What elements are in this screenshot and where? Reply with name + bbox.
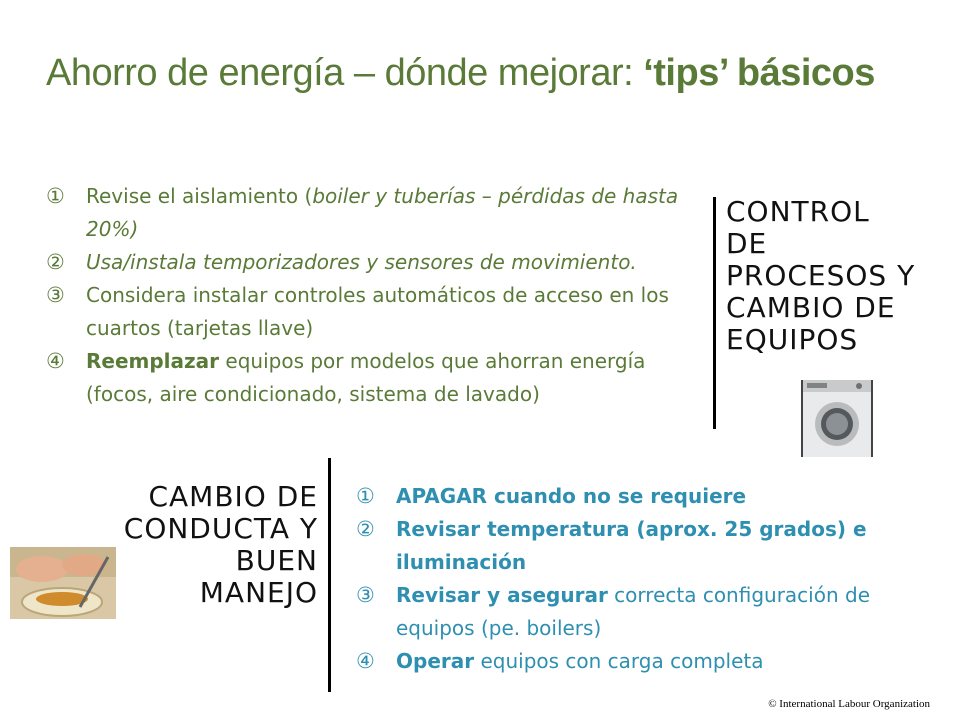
heading-line: CONTROL <box>726 195 870 228</box>
heading-line: CAMBIO DE <box>726 291 896 324</box>
item-number: ② <box>356 517 375 541</box>
heading-line: CONDUCTA Y <box>123 512 318 545</box>
list-item <box>356 480 936 513</box>
list-item <box>46 279 696 345</box>
item-text: Revise el aislamiento ( <box>86 184 313 208</box>
heading-line: CAMBIO DE <box>148 480 318 513</box>
item-number: ② <box>46 250 65 274</box>
heading-line: BUEN <box>235 544 318 577</box>
item-bold-text: Revisar temperatura (aprox. 25 grados) e iluminación <box>396 517 867 574</box>
item-bold-text: APAGAR cuando no se requiere <box>396 484 747 508</box>
list-item <box>356 513 936 579</box>
title-normal: Ahorro de energía – dónde mejorar: <box>46 52 644 94</box>
copyright-text: © International Labour Organization <box>768 698 930 710</box>
item-text: equipos con carga completa <box>474 649 764 673</box>
heading-control-procesos <box>726 196 956 356</box>
item-italic-text: Usa/instala temporizadores y sensores de movimiento. <box>86 250 637 274</box>
slide-title <box>46 52 926 95</box>
washing-machine-icon <box>801 380 873 457</box>
list-item <box>46 180 696 246</box>
cooking-hands-photo <box>10 547 116 619</box>
list-item <box>46 246 696 279</box>
list-item <box>356 579 936 645</box>
item-number: ④ <box>46 349 65 373</box>
item-italic-text: boiler y tuberías – pérdidas de hasta 20%) <box>86 184 679 241</box>
item-number: ④ <box>356 649 375 673</box>
item-bold-text: Operar <box>396 649 475 673</box>
heading-line: EQUIPOS <box>726 323 859 356</box>
heading-line: MANEJO <box>199 576 318 609</box>
list-item <box>46 345 696 411</box>
bottom-tips-list <box>356 480 936 678</box>
heading-line: PROCESOS Y <box>726 259 916 292</box>
item-number: ③ <box>46 283 65 307</box>
item-text: correcta configuración de equipos (pe. boilers) <box>396 583 871 640</box>
heading-line: DE <box>726 227 768 260</box>
item-bold-text: Revisar y asegurar <box>396 583 608 607</box>
item-text: Considera instalar controles automáticos de acceso en los cuartos (tarjetas llave) <box>86 283 669 340</box>
item-bold-text: Reemplazar <box>86 349 220 373</box>
top-tips-list <box>46 180 696 411</box>
item-text: equipos por modelos que ahorran energía (focos, aire condicionado, sistema de lavado) <box>86 349 646 406</box>
list-item <box>356 645 936 678</box>
title-bold: ‘tips’ básicos <box>643 52 875 94</box>
item-number: ① <box>356 484 375 508</box>
divider-right <box>713 197 716 429</box>
divider-left <box>328 458 331 692</box>
item-number: ① <box>46 184 65 208</box>
item-number: ③ <box>356 583 375 607</box>
